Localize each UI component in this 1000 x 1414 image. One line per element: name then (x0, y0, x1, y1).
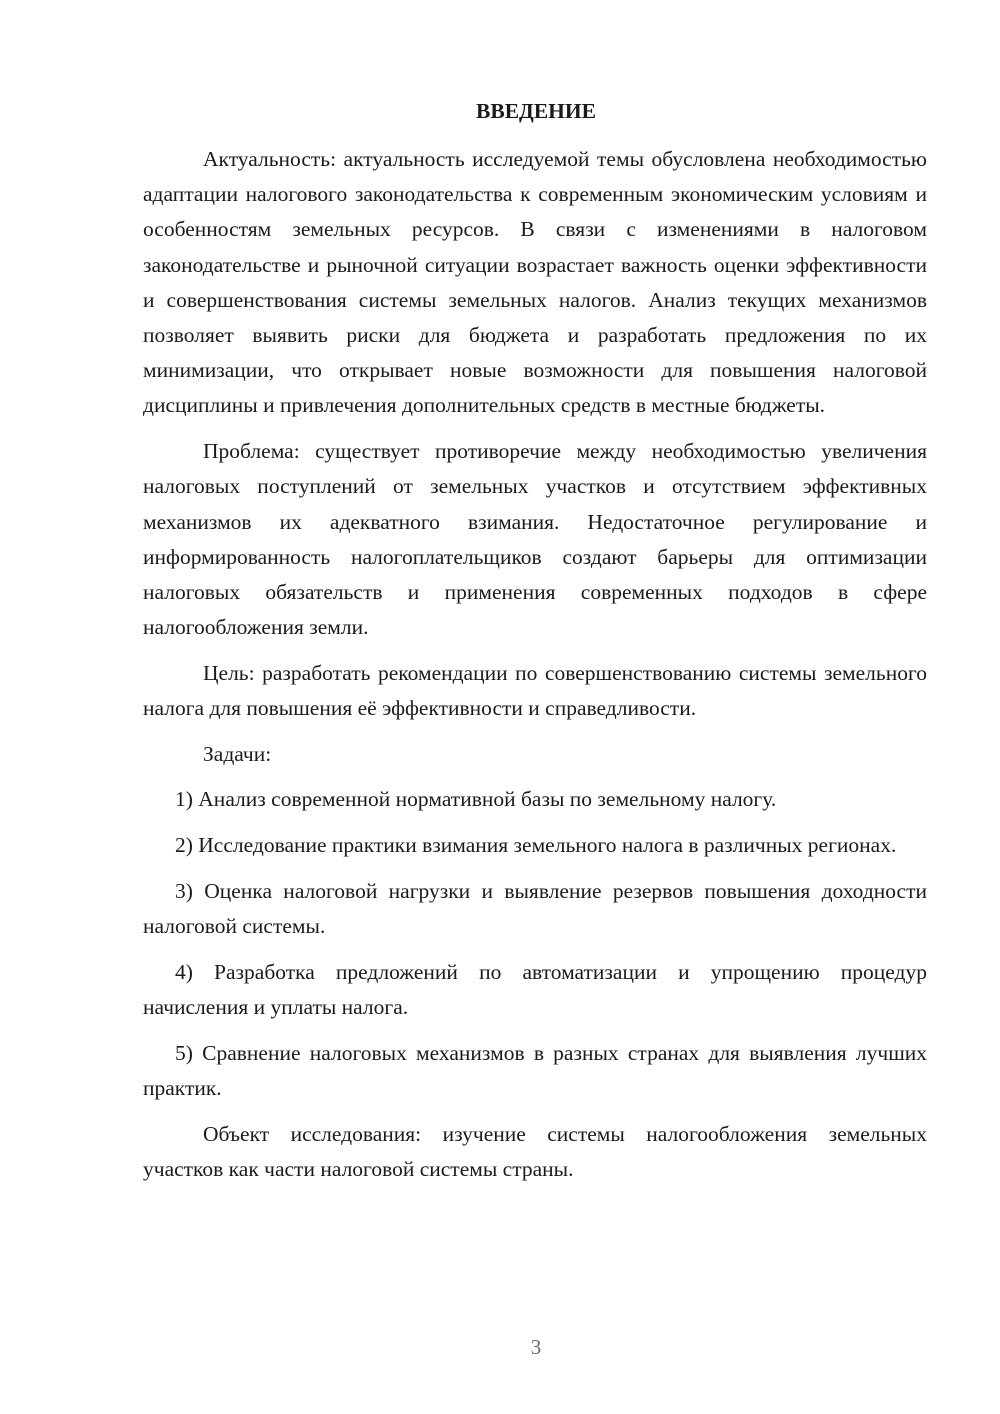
document-body (143, 142, 927, 1187)
paragraph-problem: Проблема: существует противоречие между необходимостью увеличения налоговых поступлений от земельных участков и отсутствием эффективных механизмов их адекватного взимания. Недостаточное регулирование и информированность налогоплательщиков создают барьеры для оптимизации налоговых обязательств и применения современных подходов в сфере налогообложения земли. (143, 439, 927, 640)
task-item-1: 1) Анализ современной нормативной базы по земельному налогу. (175, 787, 777, 812)
paragraph-goal: Цель: разработать рекомендации по совершенствованию системы земельного налога для повышения её эффективности и справедливости. (143, 660, 927, 721)
paragraph-tasks-heading: Задачи: (203, 741, 272, 766)
page-number: 3 (530, 1335, 542, 1359)
paragraph-research-object: Объект исследования: изучение системы налогообложения земельных участков как части налоговой системы страны. (143, 1121, 927, 1181)
task-item-4: 4) Разработка предложений по автоматизации и упрощению процедур начисления и уплаты налога. (143, 959, 927, 1019)
task-item-3: 3) Оценка налоговой нагрузки и выявление резервов повышения доходности налоговой системы. (143, 878, 927, 939)
task-item-2: 2) Исследование практики взимания земельного налога в различных регионах. (175, 833, 897, 858)
paragraph-relevance: Актуальность: актуальность исследуемой темы обусловлена необходимостью адаптации налогового законодательства к современным экономическим условиям и особенностям земельных ресурсов. В связи с изменениями в налоговом законодательстве и рыночной ситуации возрастает важность оценки эффективности и совершенствования системы земельных налогов. Анализ текущих механизмов позволяет выявить риски для бюджета и разработать предложения по их минимизации, что открывает новые возможности для повышения налоговой дисциплины и привлечения дополнительных средств в местные бюджеты. (143, 147, 927, 418)
section-title: ВВЕДЕНИЕ (476, 99, 596, 123)
task-item-5: 5) Сравнение налоговых механизмов в разных странах для выявления лучших практик. (143, 1040, 927, 1100)
